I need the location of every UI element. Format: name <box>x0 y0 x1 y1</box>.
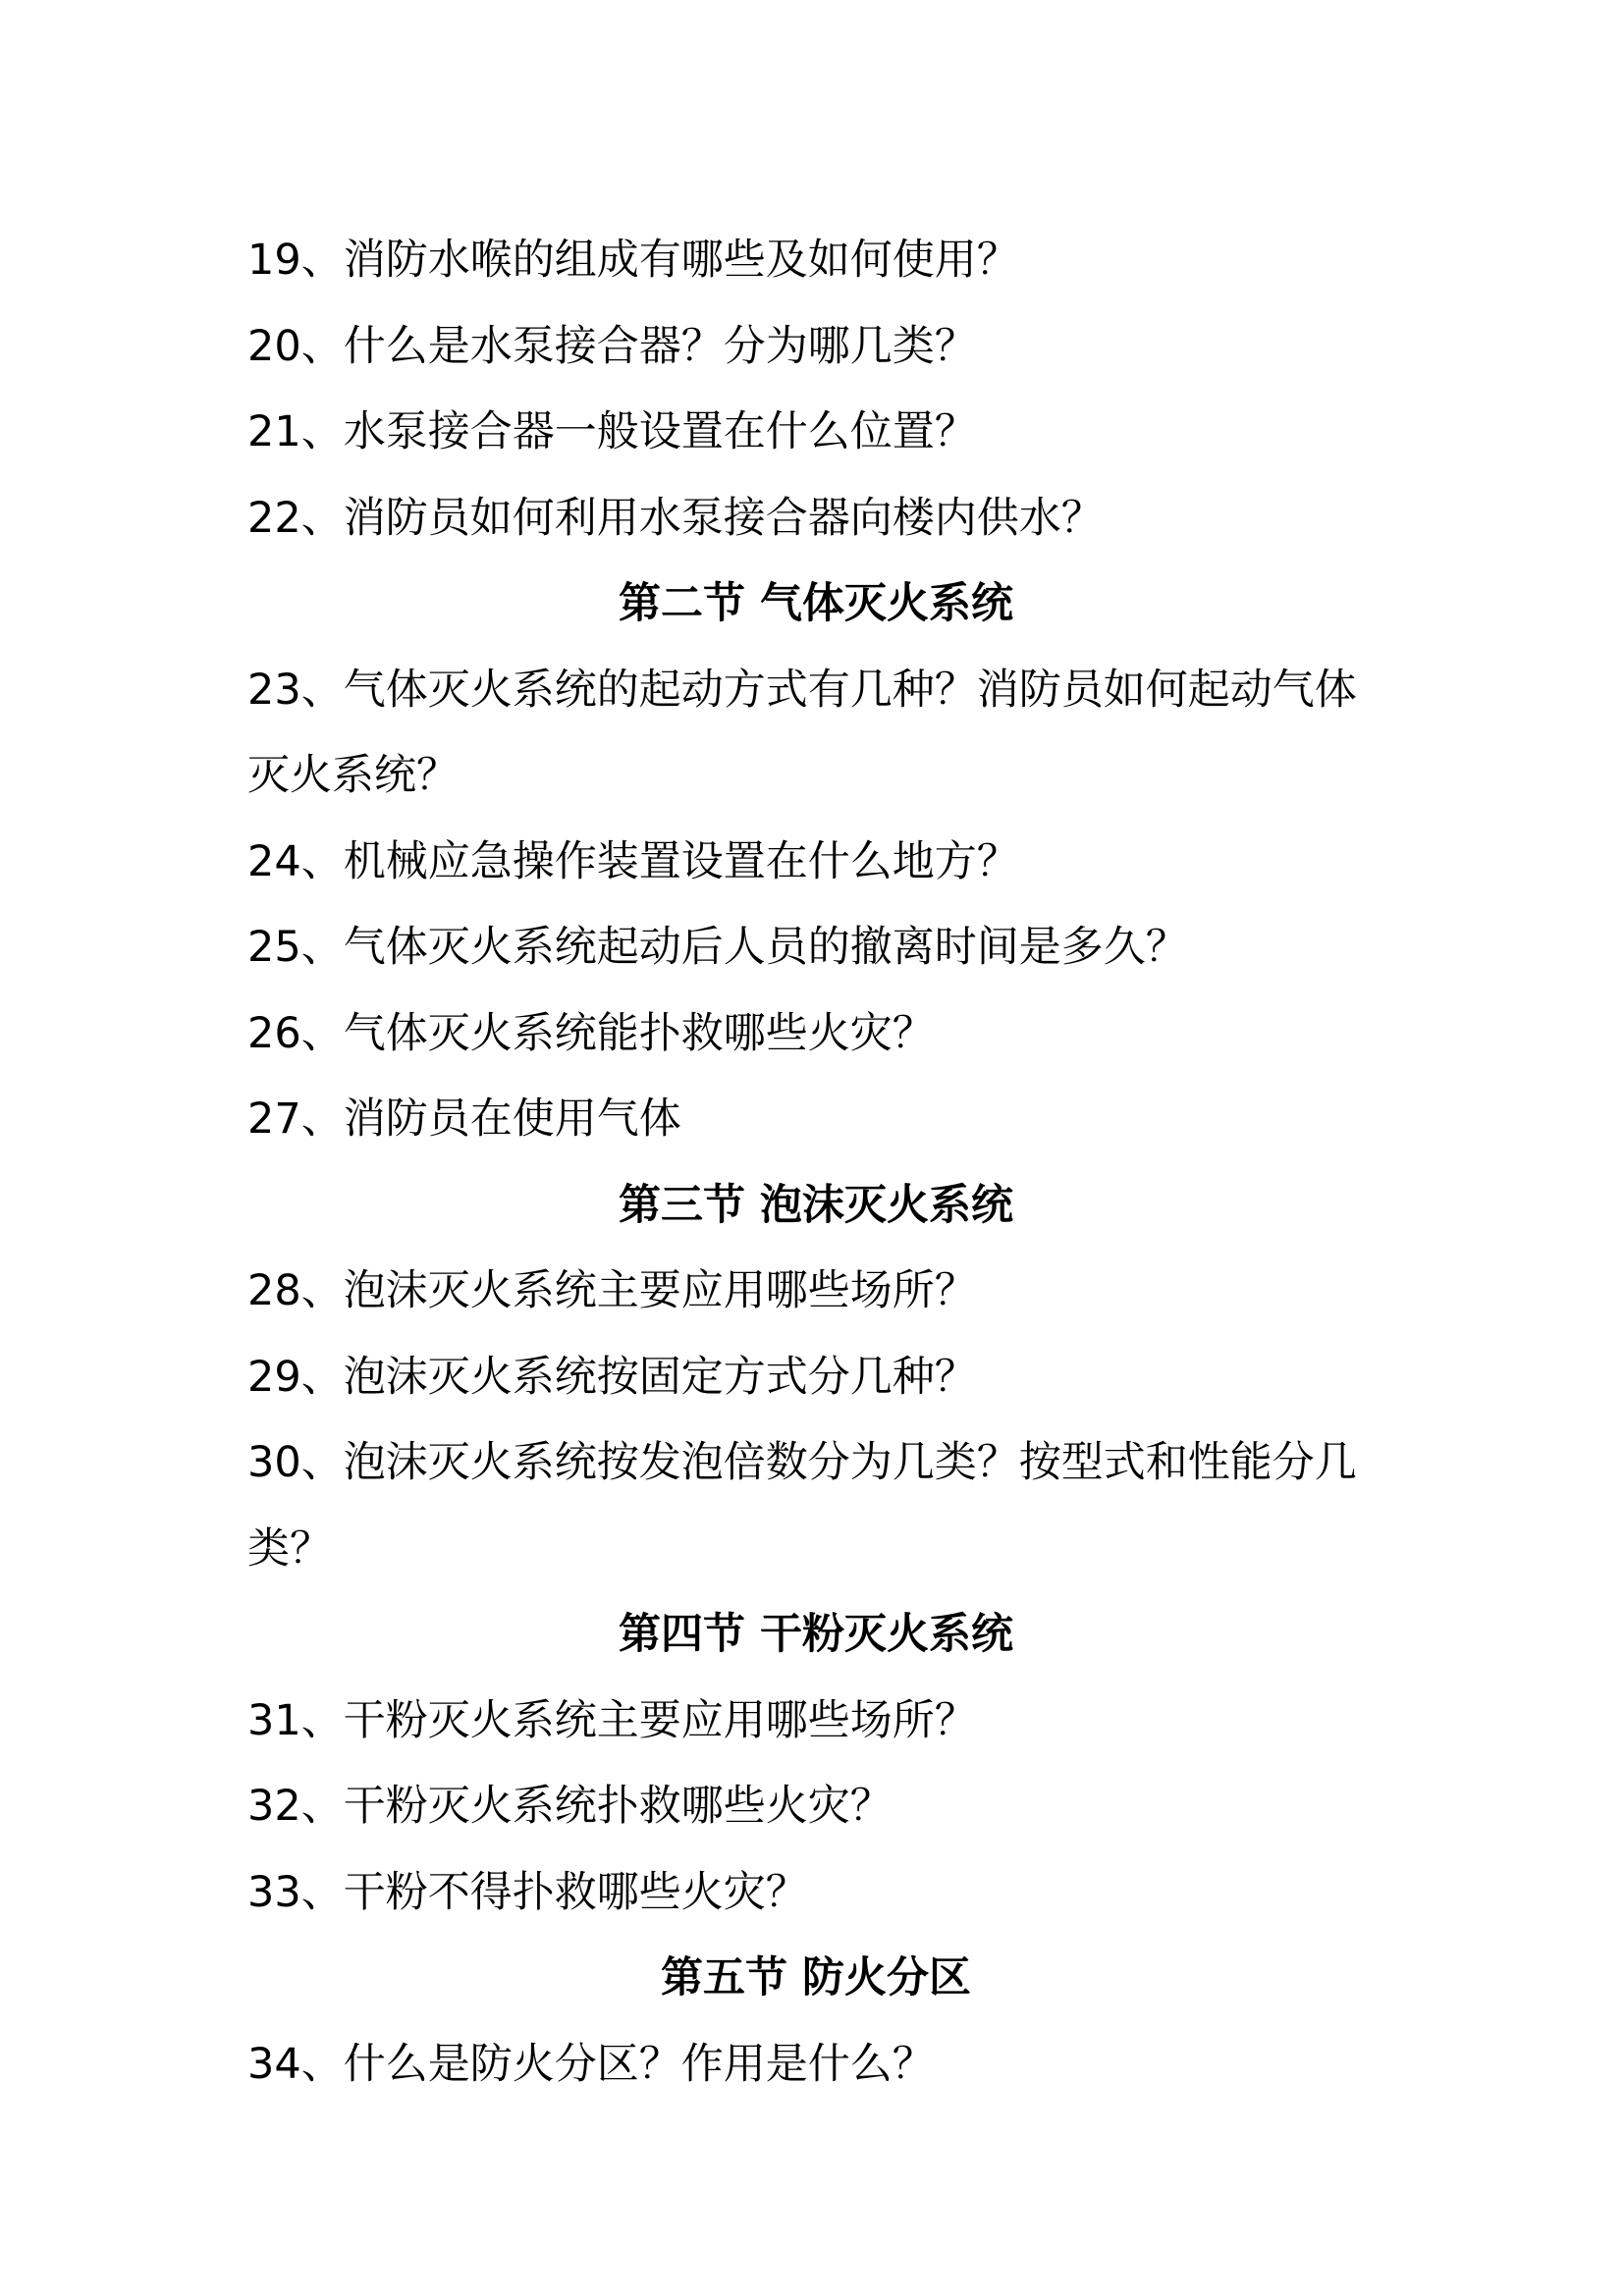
question-22: 22、消防员如何利用水泵接合器向楼内供水？ <box>247 493 1104 543</box>
question-28: 28、泡沫灭火系统主要应用哪些场所？ <box>247 1266 977 1315</box>
question-19: 19、消防水喉的组成有哪些及如何使用？ <box>247 236 1019 285</box>
section-heading-2: 第二节 气体灭火系统 <box>619 579 1013 628</box>
question-30-continued: 类？ <box>247 1523 332 1574</box>
question-31: 31、干粉灭火系统主要应用哪些场所？ <box>247 1695 977 1745</box>
section-heading-4: 第四节 干粉灭火系统 <box>619 1610 1013 1659</box>
question-32: 32、干粉灭火系统扑救哪些火灾？ <box>247 1782 893 1831</box>
question-25: 25、气体灭火系统起动后人员的撤离时间是多久？ <box>247 923 1188 972</box>
question-30: 30、泡沫灭火系统按发泡倍数分为几类？按型式和性能分几 <box>247 1438 1357 1487</box>
section-heading-5: 第五节 防火分区 <box>661 1953 971 2002</box>
question-24: 24、机械应急操作装置设置在什么地方？ <box>247 836 1019 886</box>
section-heading-3: 第三节 泡沫灭火系统 <box>619 1180 1013 1230</box>
document-content <box>247 218 1396 2108</box>
question-34: 34、什么是防火分区？作用是什么？ <box>247 2039 935 2089</box>
question-23-continued: 灭火系统？ <box>247 751 459 800</box>
question-21: 21、水泵接合器一般设置在什么位置？ <box>247 407 977 456</box>
question-26: 26、气体灭火系统能扑救哪些火灾？ <box>247 1008 935 1058</box>
question-23: 23、气体灭火系统的起动方式有几种？消防员如何起动气体 <box>247 665 1357 715</box>
question-29: 29、泡沫灭火系统按固定方式分几种？ <box>247 1352 977 1402</box>
question-27: 27、消防员在使用气体 <box>247 1095 681 1144</box>
question-33: 33、干粉不得扑救哪些火灾？ <box>247 1867 808 1917</box>
question-20: 20、什么是水泵接合器？分为哪几类？ <box>247 321 977 371</box>
